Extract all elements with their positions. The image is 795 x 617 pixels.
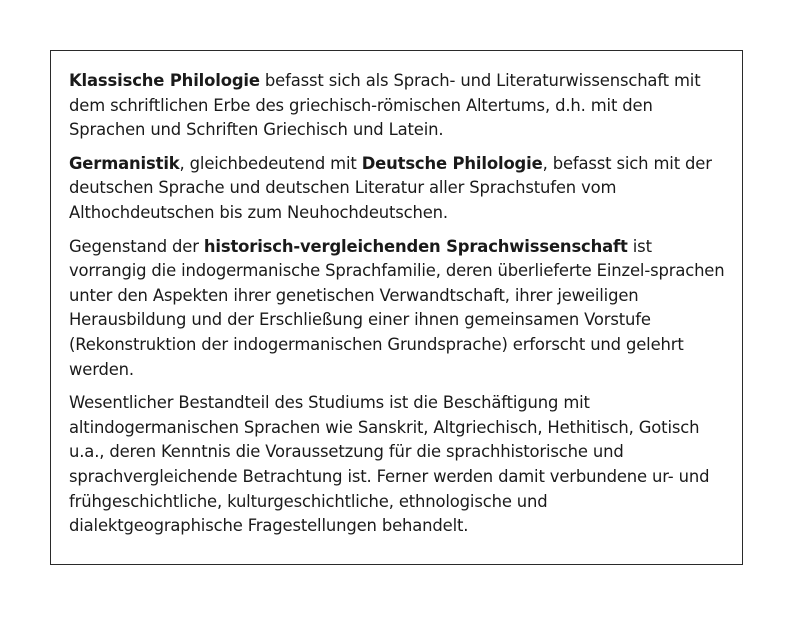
paragraph-klassische-philologie xyxy=(69,69,726,143)
paragraph-text: befasst sich als Sprach- und Literaturwissenschaft mit dem schriftlichen Erbe des griechisch-römischen Altertums, d.h. mit den Sprachen und Schriften Griechisch und Latein. xyxy=(69,71,701,140)
term-germanistik: Germanistik xyxy=(69,153,180,173)
term-deutsche-philologie: Deutsche Philologie xyxy=(361,153,543,173)
term-klassische-philologie: Klassische Philologie xyxy=(69,71,260,90)
paragraph-text: ist vorrangig die indogermanische Sprachfamilie, deren überlieferte Einzel-sprachen unter den Aspekten ihrer genetischen Verwandtschaft, ihrer jeweiligen Herausbildung und der Erschließung einer ihnen gemeinsamen Vorstufe (Rekonstruktion der indogermanischen Grundsprache) erforscht und gelehrt werden. xyxy=(69,236,725,379)
paragraph-text: , befasst sich mit der deutschen Sprache und deutschen Literatur aller Sprachstufen vom Althochdeutschen bis zum Neuhochdeutschen. xyxy=(69,153,712,222)
paragraph-sprachwissenschaft xyxy=(69,235,726,383)
paragraph-text: , gleichbedeutend mit xyxy=(179,153,362,173)
term-historisch-vergleichende-sprachwissenschaft: historisch-vergleichenden Sprachwissenschaft xyxy=(203,236,628,256)
text-box xyxy=(50,50,743,565)
paragraph-studium xyxy=(69,391,726,539)
paragraph-text: Gegenstand der xyxy=(69,236,204,256)
paragraph-germanistik xyxy=(69,152,726,226)
paragraph-text: Wesentlicher Bestandteil des Studiums ist die Beschäftigung mit altindogermanischen Sprachen wie Sanskrit, Altgriechisch, Hethitisch, Gotisch u.a., deren Kenntnis die Voraussetzung für die sprachhistorische und sprachvergleichende Betrachtung ist. Ferner werden damit verbundene ur- und frühgeschichtliche, kulturgeschichtliche, ethnologische und dialektgeographische Fragestellungen behandelt. xyxy=(69,393,710,536)
